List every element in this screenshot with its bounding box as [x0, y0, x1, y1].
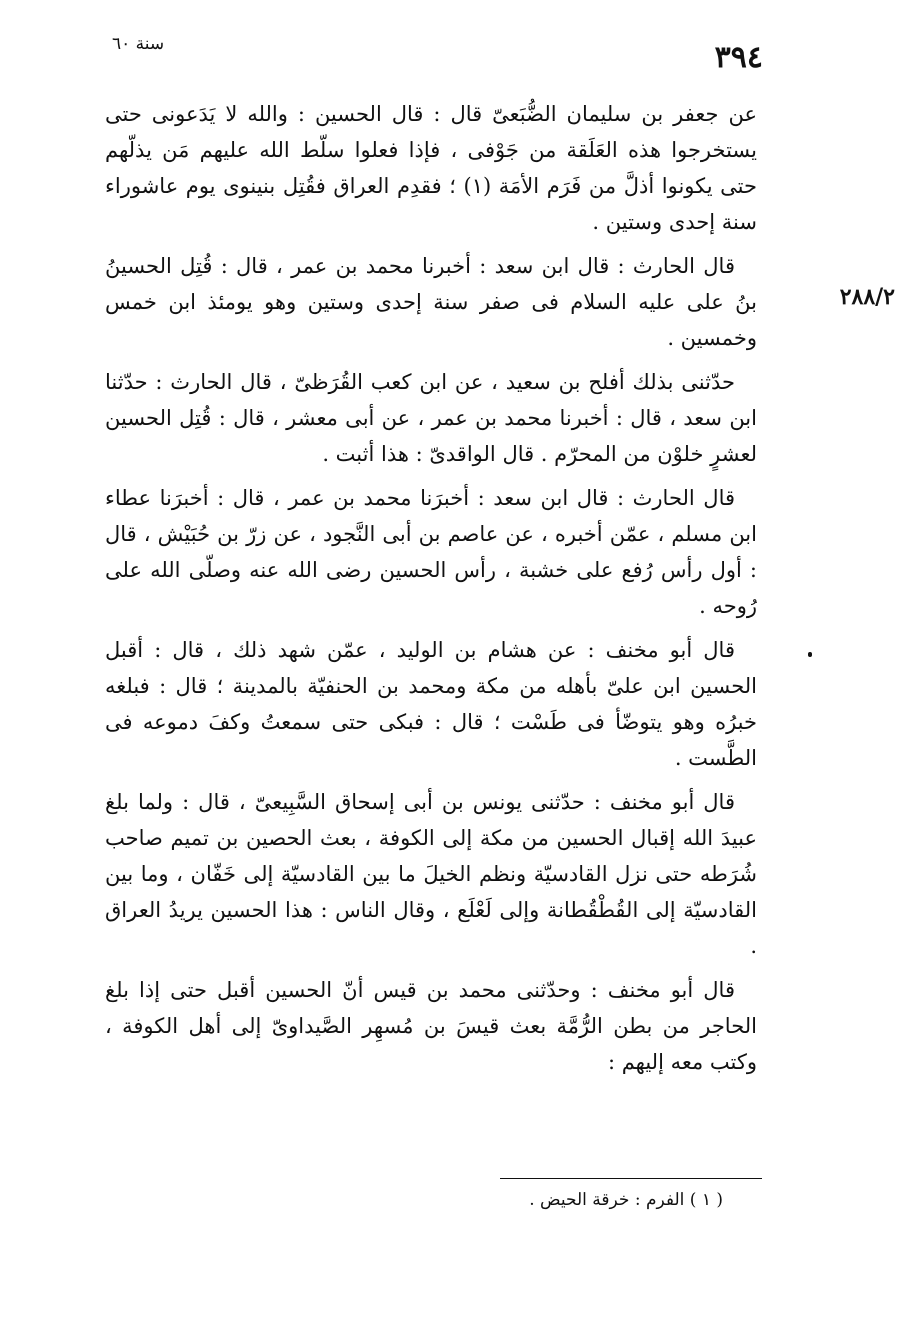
- paragraph: قال الحارث : قال ابن سعد : أخبرَنا محمد بن عمر ، قال : أخبرَنا عطاء ابن مسلم ، عمّن أخبره ، عن عاصم بن أبى النَّجود ، عن زرّ بن حُبَيْش ، قال : أول رأس رُفع على خشبة ، رأس الحسين رضى الله عنه وصلّى الله على رُوحه .: [105, 486, 757, 618]
- paragraph: حدّثنى بذلك أفلح بن سعيد ، عن ابن كعب القُرَظىّ ، قال الحارث : حدّثنا ابن سعد ، قال : أخبرنا محمد بن عمر ، عن أبى معشر ، قال : قُتِل الحسين لعشرٍ خلوْن من المحرّم . قال الواقدىّ : هذا أثبت .: [105, 370, 757, 466]
- running-head: سنة ٦٠: [112, 34, 165, 54]
- footnote: ( ١ ) الفرم : خرقة الحيض .: [529, 1190, 723, 1210]
- margin-dot: [808, 652, 812, 657]
- paragraph: قال الحارث : قال ابن سعد : أخبرنا محمد بن عمر ، قال : قُتِل الحسينُ بنُ على عليه السلام فى صفر سنة إحدى وستين وهو يومئذ ابن خمس وخمسين .: [105, 254, 757, 350]
- paragraph: قال أبو مخنف : حدّثنى يونس بن أبى إسحاق السَّبِيعىّ ، قال : ولما بلغ عبيدَ الله إقبال الحسين من مكة إلى الكوفة ، بعث الحصين بن تميم صاحب شُرَطه حتى نزل القادسيّة ونظم الخيلَ ما بين القادسيّة إلى خَفّان ، وما بين القادسيّة إلى القُطْقُطانة وإلى لَعْلَع ، وقال الناس : هذا الحسين يريدُ العراق .: [105, 790, 757, 958]
- body-text: [105, 96, 757, 1088]
- page-number: ٣٩٤: [714, 40, 763, 75]
- paragraph: قال أبو مخنف : عن هشام بن الوليد ، عمّن شهد ذلك ، قال : أقبل الحسين ابن علىّ بأهله من مكة ومحمد بن الحنفيّة بالمدينة ؛ قال : فبلغه خبرُه وهو يتوضّأ فى طَسْت ؛ قال : فبكى حتى سمعتُ وكفَ دموعه فى الطَّست .: [105, 638, 757, 770]
- margin-reference: ٢٨٨/٢: [839, 284, 895, 310]
- paragraph: قال أبو مخنف : وحدّثنى محمد بن قيس أنّ الحسين أقبل حتى إذا بلغ الحاجر من بطن الرُّمَّة بعث قيسَ بن مُسهِر الصَّيداوىّ إلى أهل الكوفة ، وكتب معه إليهم :: [105, 978, 757, 1074]
- footnote-rule: [500, 1178, 762, 1179]
- paragraph: عن جعفر بن سليمان الضُّبَعىّ قال : قال الحسين : والله لا يَدَعونى حتى يستخرجوا هذه العَلَقة من جَوْفى ، فإذا فعلوا سلّط الله عليهم مَن يذلّهم حتى يكونوا أذلَّ من فَرَم الأمَة (١) ؛ فقدِم العراق فقُتِل بنينوى يوم عاشوراء سنة إحدى وستين .: [105, 102, 757, 234]
